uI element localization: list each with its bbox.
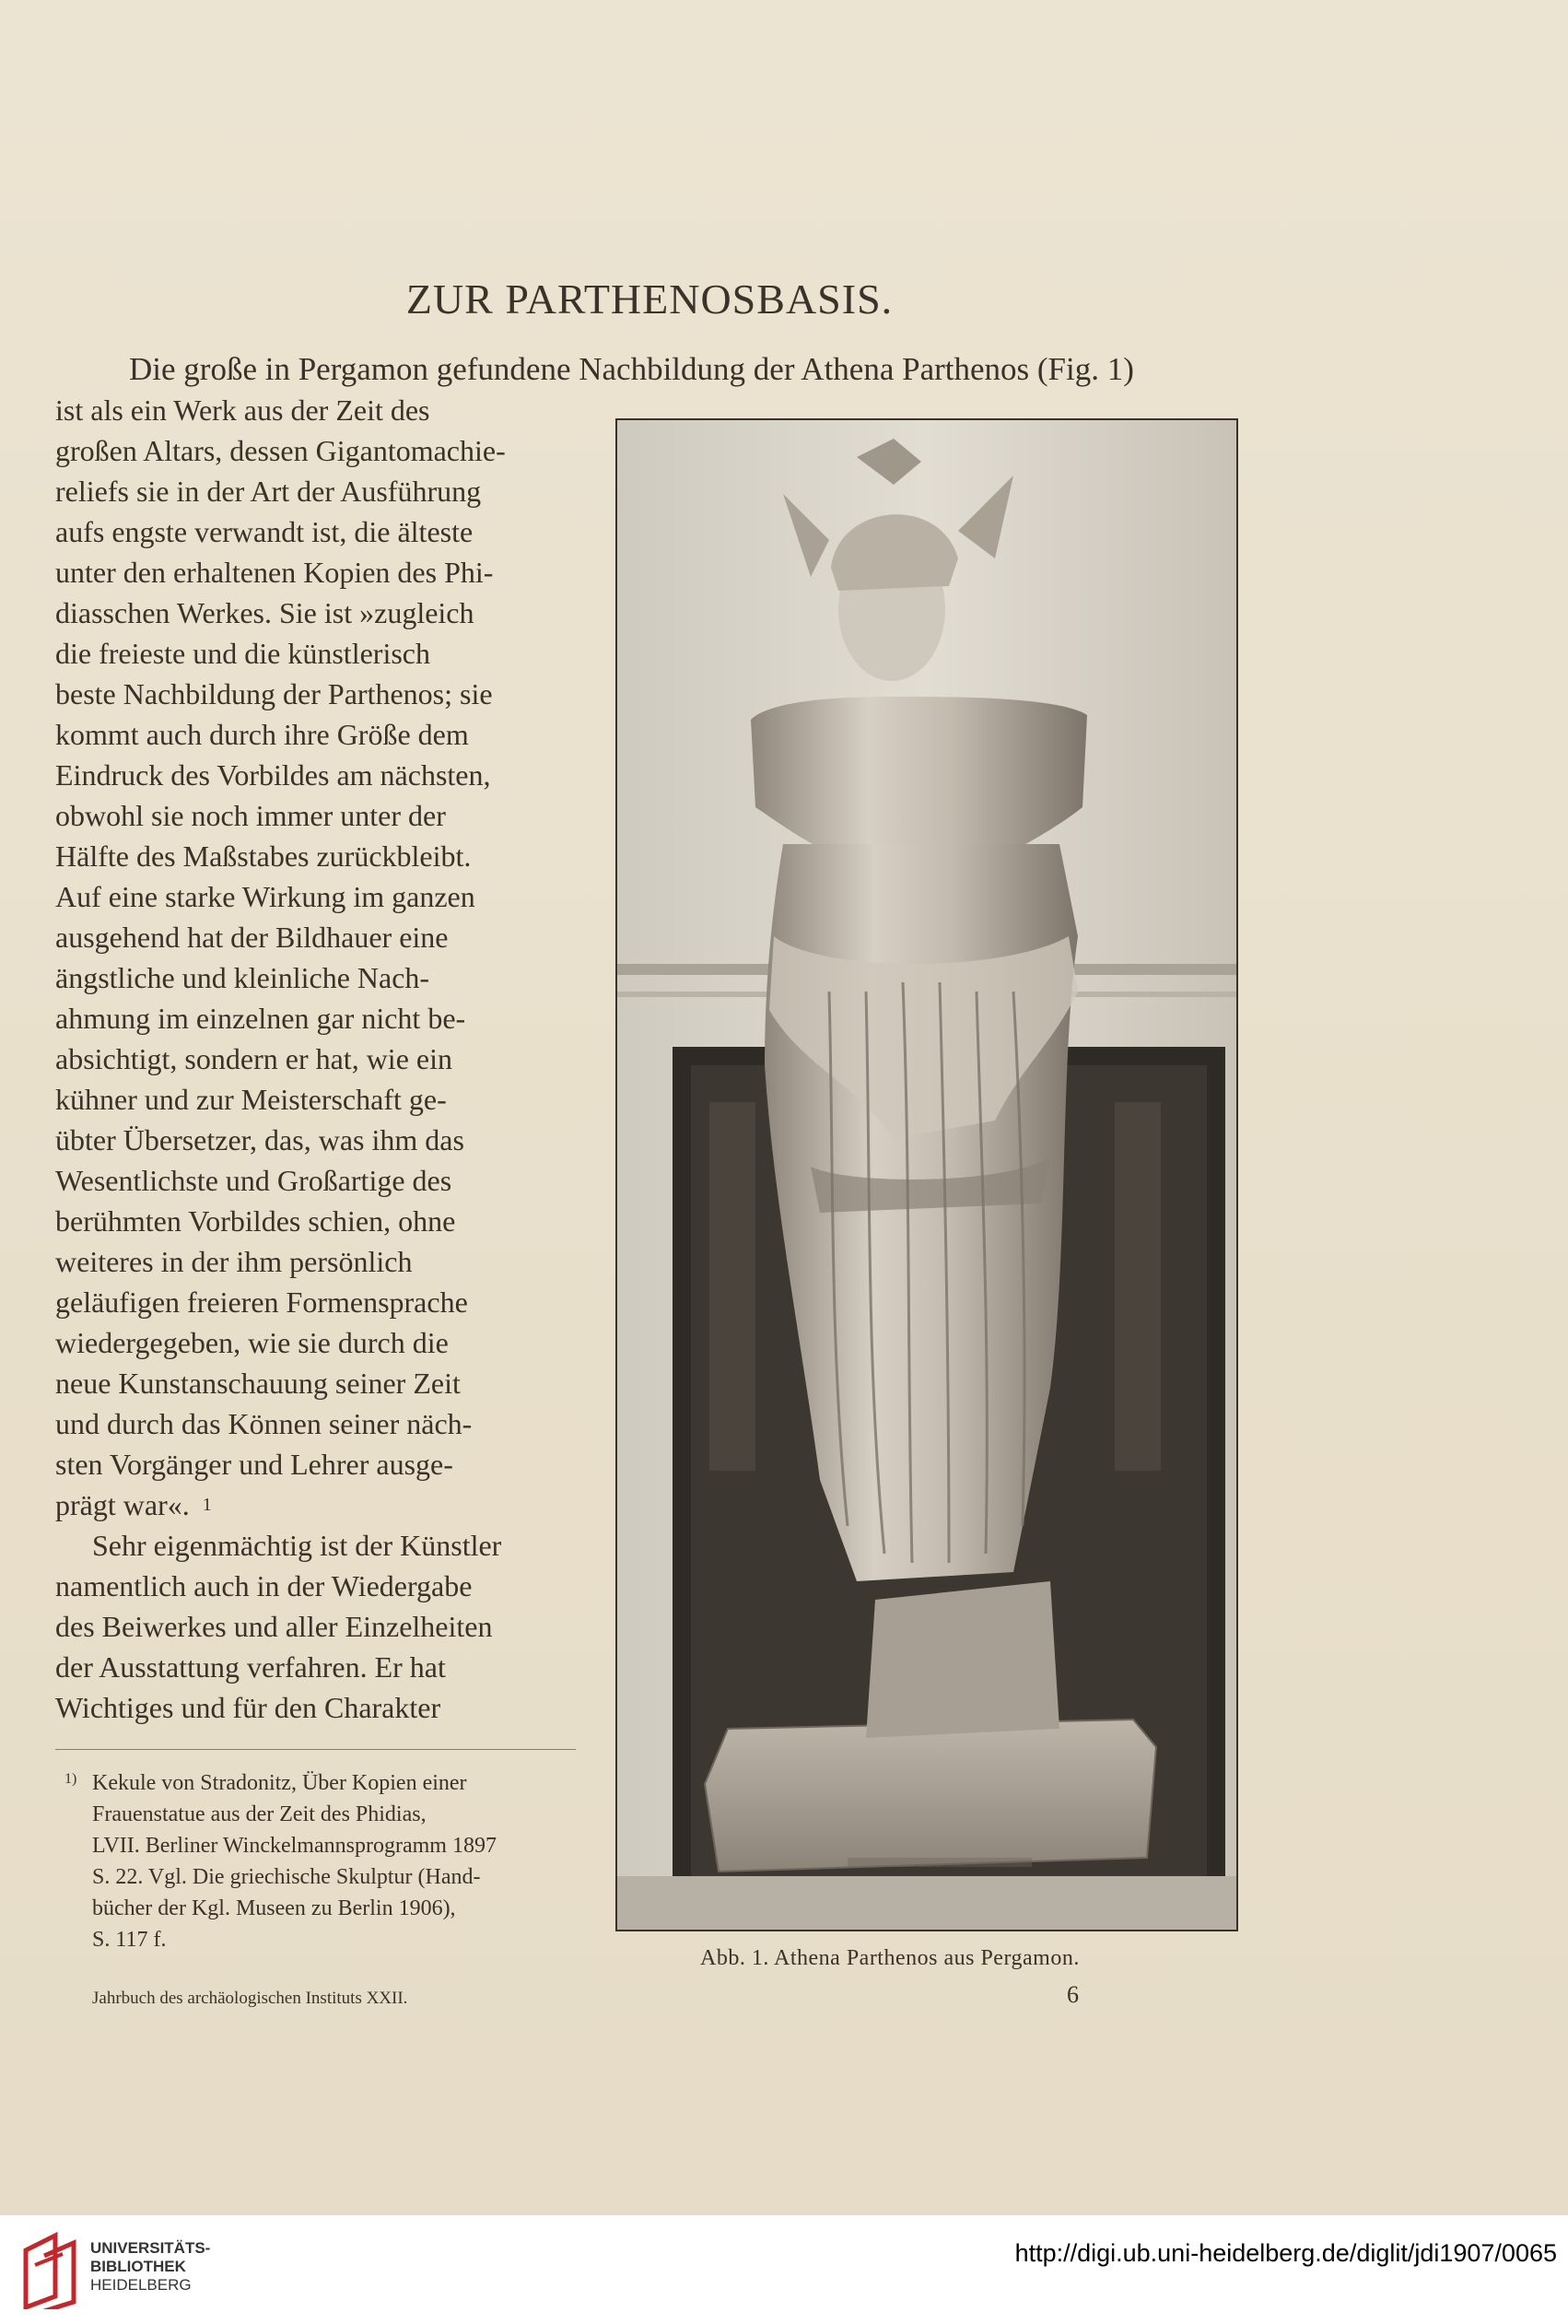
text-line: [55, 1647, 576, 1687]
footnote-line-text: Kekule von Stradonitz, Über Kopien einer: [92, 1771, 467, 1795]
text-line-text: großen Altars, dessen Gigantomachie-: [55, 434, 506, 467]
text-line: [55, 511, 576, 552]
text-line-text: kühner und zur Meisterschaft ge-: [55, 1083, 447, 1116]
footnote-line-text: LVII. Berliner Winckelmannsprogramm 1897: [92, 1834, 497, 1858]
text-line: [55, 633, 576, 674]
running-footer: Jahrbuch des archäologischen Instituts XXII.: [92, 1989, 408, 2008]
footnote-line: [55, 1924, 576, 1955]
text-line-text: weiteres in der ihm persönlich: [55, 1245, 413, 1278]
footnote: [55, 1767, 576, 1955]
text-line-text: beste Nachbildung der Parthenos; sie: [55, 677, 493, 710]
footnote-line: [55, 1799, 576, 1830]
text-line: [55, 1282, 576, 1322]
text-line-text: ist als ein Werk aus der Zeit des: [55, 393, 430, 427]
text-line-text: ahmung im einzelnen gar nicht be-: [55, 1002, 466, 1035]
lead-line: Die große in Pergamon gefundene Nachbildung der Athena Parthenos (Fig. 1): [129, 351, 1134, 387]
text-line: [55, 1525, 576, 1566]
text-line: [55, 714, 576, 755]
library-line1: UNIVERSITÄTS-: [90, 2239, 211, 2257]
library-footer-bar: [0, 2215, 1568, 2324]
footnote-line-text: S. 22. Vgl. Die griechische Skulptur (Hand-: [92, 1865, 481, 1889]
text-line: [55, 1039, 576, 1079]
footnote-line-text: Frauenstatue aus der Zeit des Phidias,: [92, 1802, 427, 1826]
text-line: [55, 1566, 576, 1606]
text-line-text: Sehr eigenmächtig ist der Künstler: [92, 1529, 502, 1562]
statue-photograph: [615, 418, 1238, 1931]
library-line3: HEIDELBERG: [90, 2276, 192, 2294]
text-line: [55, 1120, 576, 1160]
text-line: [55, 917, 576, 957]
text-line: [55, 1241, 576, 1282]
text-line-text: namentlich auch in der Wiedergabe: [55, 1569, 473, 1602]
text-line-text: reliefs sie in der Art der Ausführung: [55, 475, 482, 508]
text-line-text: kommt auch durch ihre Größe dem: [55, 718, 469, 751]
text-line-text: Wichtiges und für den Charakter: [55, 1691, 441, 1724]
text-line-text: des Beiwerkes und aller Einzelheiten: [55, 1610, 493, 1643]
text-line: [55, 957, 576, 998]
text-line: [55, 1363, 576, 1403]
source-url-link[interactable]: http://digi.ub.uni-heidelberg.de/diglit/jdi1907/0065: [1014, 2239, 1557, 2267]
text-line-text: Auf eine starke Wirkung im ganzen: [55, 880, 475, 913]
text-line-text: diasschen Werkes. Sie ist »zugleich: [55, 596, 474, 629]
text-line-text: unter den erhaltenen Kopien des Phi-: [55, 556, 494, 589]
footnote-line: [55, 1830, 576, 1861]
footnote-line: [55, 1767, 576, 1799]
text-line-text: obwohl sie noch immer unter der: [55, 799, 446, 832]
text-line: [55, 998, 576, 1039]
text-line: [55, 795, 576, 836]
text-line-text: neue Kunstanschauung seiner Zeit: [55, 1367, 461, 1400]
footnote-rule: [55, 1749, 576, 1750]
text-line-text: Wesentlichste und Großartige des: [55, 1164, 452, 1197]
page-number: 6: [1067, 1981, 1079, 2008]
library-line2: BIBLIOTHEK: [90, 2258, 186, 2275]
text-line: [55, 1403, 576, 1444]
university-library-logo-icon: [18, 2232, 81, 2309]
text-line-text: geläufigen freieren Formensprache: [55, 1285, 468, 1319]
text-line: [55, 1201, 576, 1241]
text-line: [55, 1687, 576, 1728]
footnote-line: [55, 1861, 576, 1893]
text-line: [55, 1160, 576, 1201]
footnote-line-text: bücher der Kgl. Museen zu Berlin 1906),: [92, 1896, 456, 1920]
text-line: [55, 390, 576, 430]
footnote-line: [55, 1893, 576, 1924]
text-line-text: aufs engste verwandt ist, die älteste: [55, 515, 474, 548]
text-line-text: ängstliche und kleinliche Nach-: [55, 961, 430, 994]
text-line-text: übter Übersetzer, das, was ihm das: [55, 1123, 464, 1156]
text-line-text: der Ausstattung verfahren. Er hat: [55, 1650, 446, 1684]
text-line: [55, 430, 576, 471]
text-line-text: berühmten Vorbildes schien, ohne: [55, 1204, 456, 1238]
text-column: [55, 390, 576, 1728]
text-line: [55, 593, 576, 633]
text-line: [55, 876, 576, 917]
text-line-text: sten Vorgänger und Lehrer ausge-: [55, 1448, 453, 1481]
text-line: [55, 674, 576, 714]
page-title: ZUR PARTHENOSBASIS.: [405, 276, 894, 323]
text-line: [55, 755, 576, 795]
footnote-reference: 1: [202, 1495, 212, 1515]
text-line: [55, 1485, 576, 1525]
footnote-line-text: S. 117 f.: [92, 1928, 167, 1952]
footnote-mark: 1): [64, 1771, 77, 1787]
text-line-text: die freieste und die künstlerisch: [55, 637, 430, 670]
text-line: [55, 1606, 576, 1647]
text-line-text: und durch das Können seiner näch-: [55, 1407, 473, 1440]
figure-caption: Abb. 1. Athena Parthenos aus Pergamon.: [700, 1946, 1080, 1970]
text-line: [55, 1444, 576, 1485]
text-line-text: prägt war«.: [55, 1488, 190, 1521]
library-name: [90, 2239, 210, 2295]
text-line-text: Eindruck des Vorbildes am nächsten,: [55, 758, 491, 792]
text-line: [55, 836, 576, 876]
text-line-text: ausgehend hat der Bildhauer eine: [55, 921, 449, 954]
text-line-text: absichtigt, sondern er hat, wie ein: [55, 1042, 452, 1075]
text-line-text: Hälfte des Maßstabes zurückbleibt.: [55, 839, 472, 873]
text-line: [55, 552, 576, 593]
athena-statue-image: [617, 420, 1236, 1930]
text-line-text: wiedergegeben, wie sie durch die: [55, 1326, 449, 1359]
text-line: [55, 471, 576, 511]
text-line: [55, 1079, 576, 1120]
text-line: [55, 1322, 576, 1363]
